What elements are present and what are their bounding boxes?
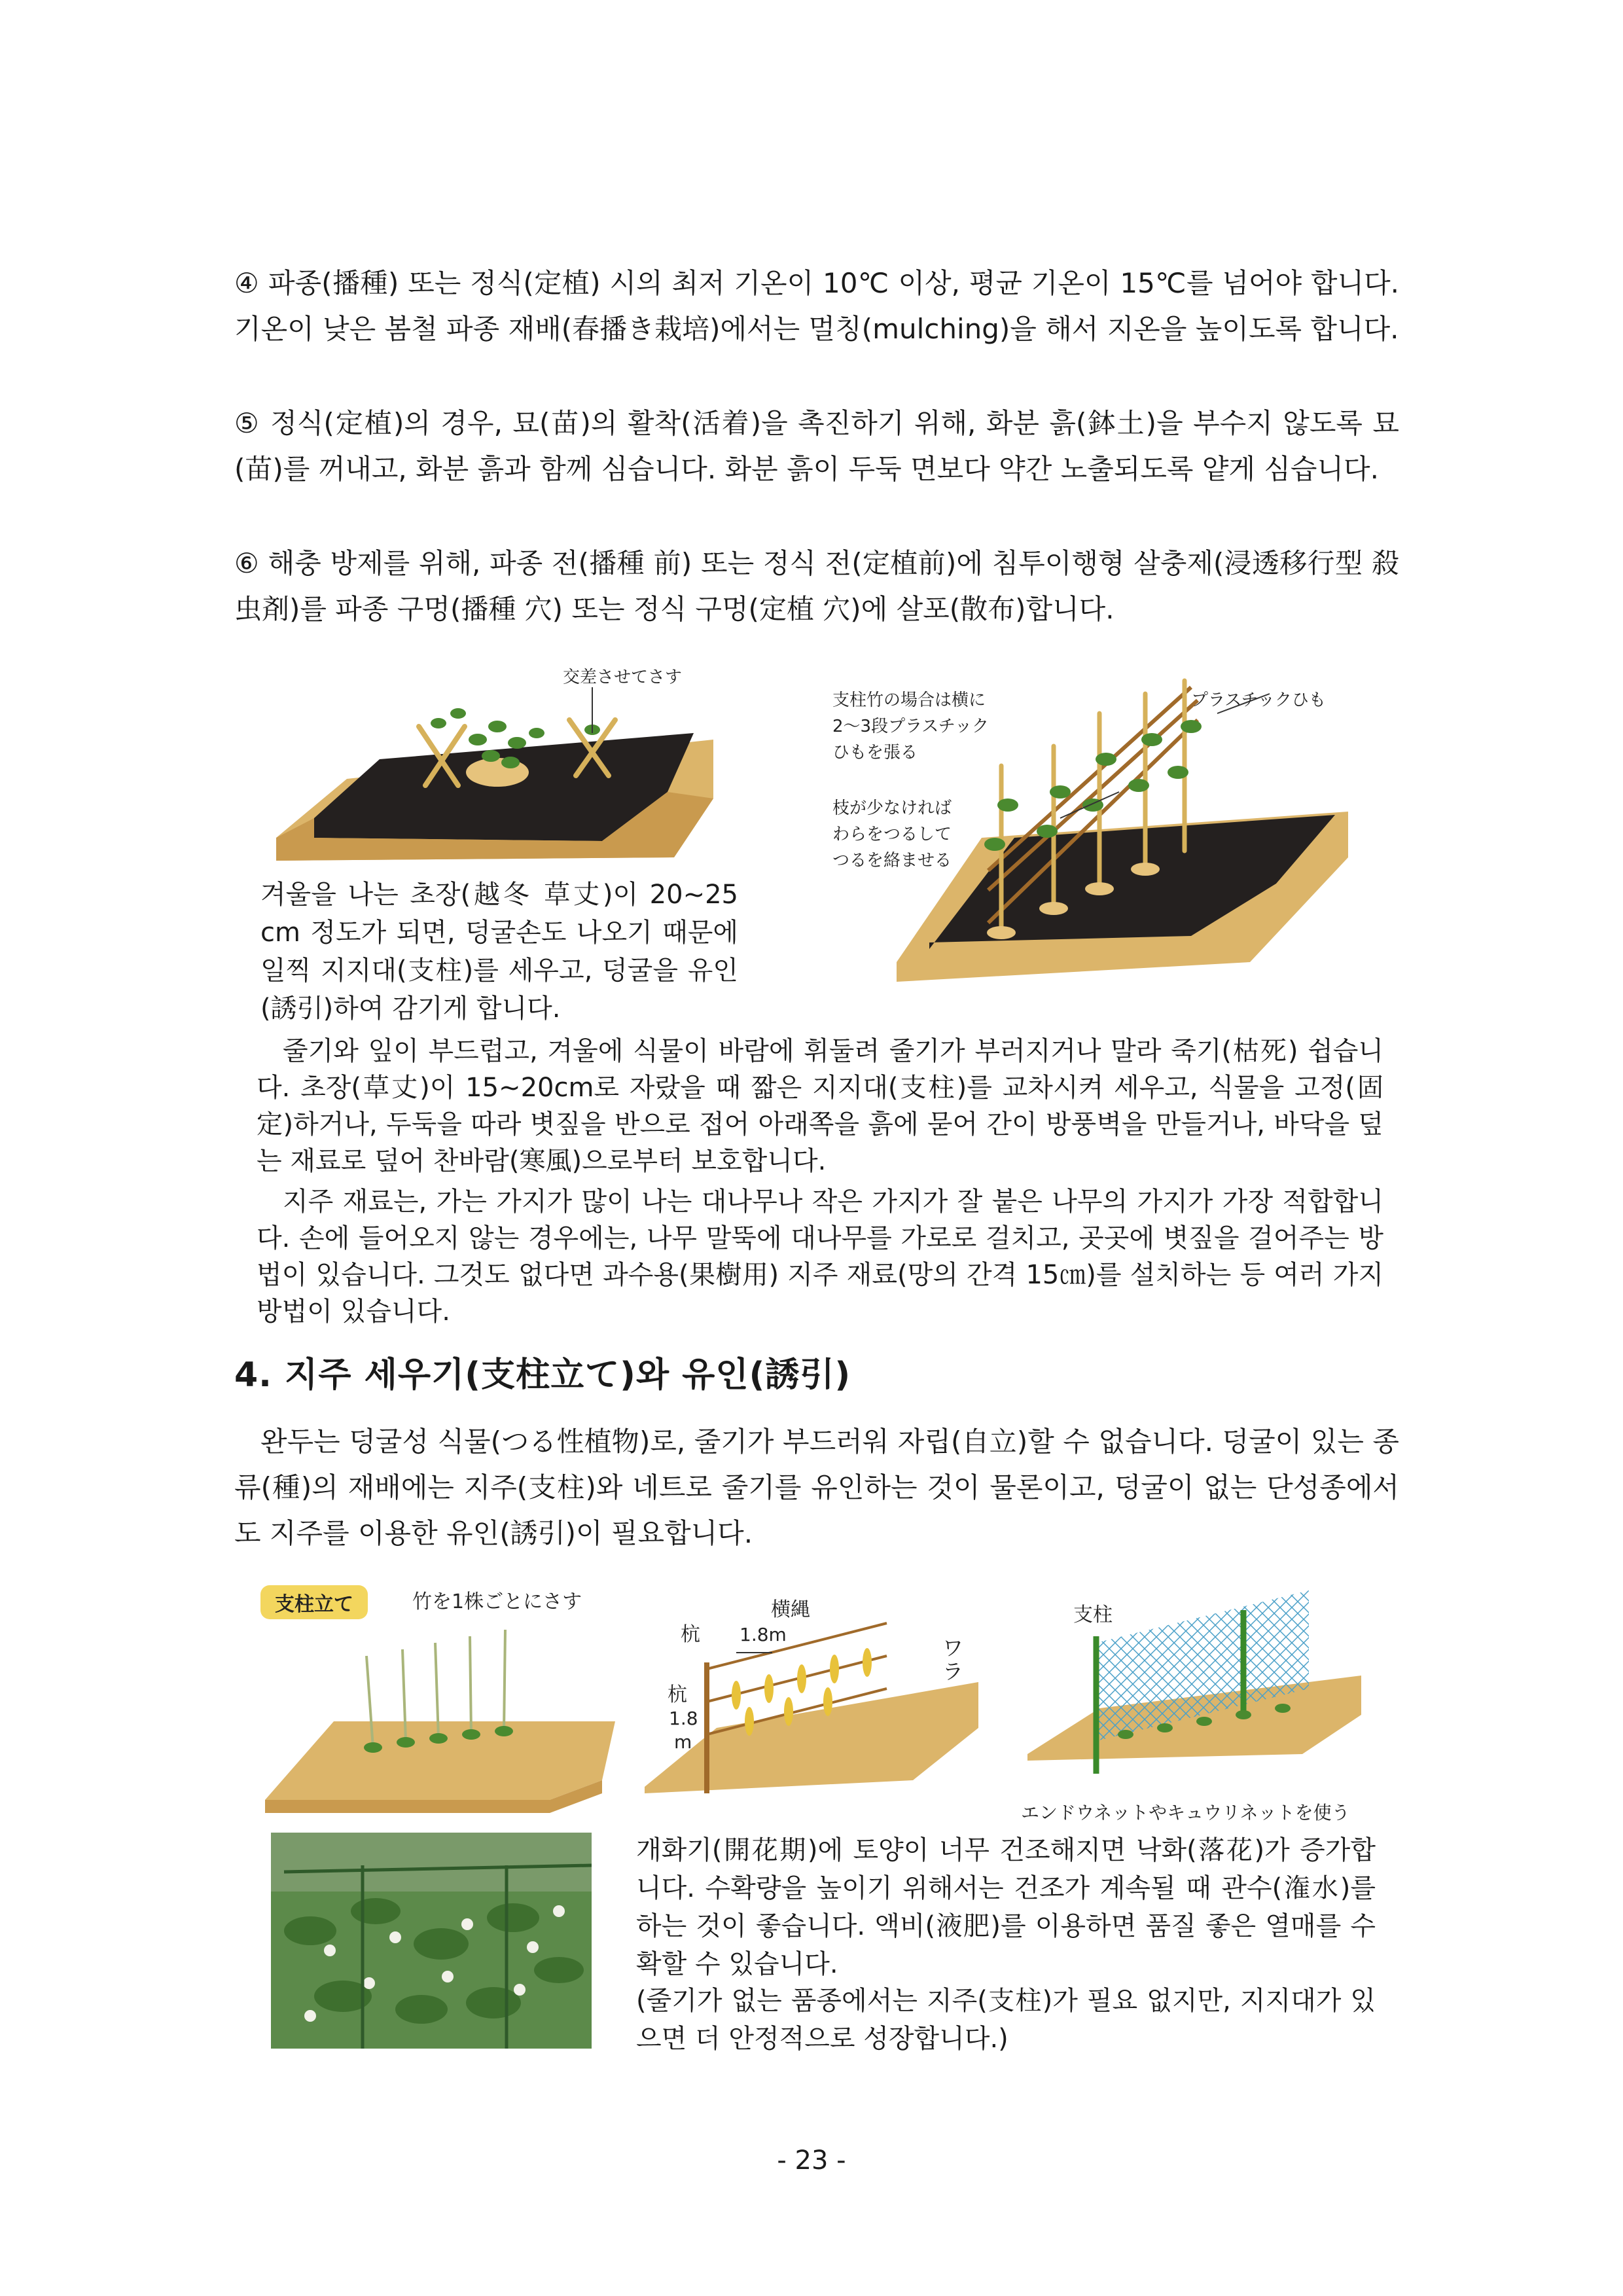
label-bamboo-line2: 2～3段プラスチック: [832, 717, 990, 736]
label-net-usage: エンドウネットやキュウリネットを使う: [1021, 1802, 1350, 1823]
label-few-branches-line3: つるを絡ませる: [832, 851, 952, 870]
paragraph-transplant: ⑤ 정식(定植)의 경우, 묘(苗)의 활착(活着)을 촉진하기 위해, 화분 흙(鉢土)을 부수지 않도록 묘(苗)를 꺼내고, 화분 흙과 함께 심습니다. 화분 흙이 두둑 면보다 약간 노출되도록 얕게 심습니다.: [234, 407, 1399, 485]
section-heading: 4. 지주 세우기(支柱立て)와 유인(誘引): [234, 1355, 851, 1395]
label-few-branches-line1: 枝が少なければ: [832, 798, 952, 818]
paragraph-support-materials: 지주 재료는, 가는 가지가 많이 나는 대나무나 작은 가지가 잘 붙은 나무의 가지가 가장 적합합니다. 손에 들어오지 않는 경우에는, 나무 말뚝에 대나무를 가로로 걸치고, 곳곳에 볏짚을 걸어주는 방법이 있습니다. 그것도 없다면 과수용(果樹用) 지주 재료(망의 간격 15㎝)를 설치하는 등 여러 가지 방법이 있습니다.: [257, 1187, 1383, 1327]
label-width: 1.8m: [740, 1624, 787, 1645]
label-cross: 交差させてさす: [563, 668, 683, 687]
label-straw: ワラ: [942, 1636, 964, 1684]
label-per-plant: 竹を1株ごとにさす: [412, 1590, 582, 1613]
pea-plants-photo: [271, 1833, 592, 2049]
caption-winter-height: 겨울을 나는 초장(越冬 草丈)이 20~25 cm 정도가 되면, 덩굴손도 나오기 때문에 일찍 지지대(支柱)를 세우고, 덩굴을 유인(誘引)하여 감기게 합니다.: [260, 880, 738, 1024]
paragraph-temperature: ④ 파종(播種) 또는 정식(定植) 시의 최저 기온이 10℃ 이상, 평균 기온이 15℃를 넘어야 합니다. 기온이 낮은 봄철 파종 재배(春播き栽培)에서는 멀칭(mulching)을 해서 지온을 높이도록 합니다.: [234, 267, 1399, 345]
label-bamboo-line1: 支柱竹の場合は横に: [832, 691, 986, 710]
paragraph-flowering-irrigation: 개화기(開花期)에 토양이 너무 건조해지면 낙화(落花)가 증가합니다. 수확량을 높이기 위해서는 건조가 계속될 때 관수(潅水)를 하는 것이 좋습니다. 액비(液肥)를 이용하면 품질 좋은 열매를 수확할 수 있습니다.: [636, 1835, 1376, 1979]
label-bamboo-line3: ひもを張る: [832, 743, 918, 762]
label-height-value: 1.8: [669, 1708, 698, 1729]
bamboo-per-plant-illustration: [262, 1617, 628, 1813]
page-number: - 23 -: [777, 2145, 846, 2176]
label-support-pole: 支柱: [1073, 1604, 1113, 1626]
paragraph-stem-protection: 줄기와 잎이 부드럽고, 겨울에 식물이 바람에 휘둘려 줄기가 부러지거나 말라 죽기(枯死) 쉽습니다. 초장(草丈)이 15~20cm로 자랐을 때 짧은 지지대(支柱)를 교차시켜 세우고, 식물을 고정(固定)하거나, 두둑을 따라 볏짚을 반으로 접어 아래쪽을 흙에 묻어 간이 방풍벽을 만들거나, 바닥을 덮는 재료로 덮어 찬바람(寒風)으로부터 보호합니다.: [257, 1036, 1383, 1176]
label-few-branches-line2: わらをつるして: [832, 825, 952, 844]
label-height-unit: m: [674, 1731, 692, 1753]
label-stake-vertical: 杭: [668, 1683, 687, 1706]
paragraph-section-intro: 완두는 덩굴성 식물(つる性植物)로, 줄기가 부드러워 자립(自立)할 수 없습니다. 덩굴이 있는 종류(種)의 재배에는 지주(支柱)와 네트로 줄기를 유인하는 것이 물론이고, 덩굴이 없는 단성종에서도 지주를 이용한 유인(誘引)이 필요합니다.: [234, 1426, 1399, 1549]
label-rope: 横縄: [771, 1598, 810, 1621]
label-stake: 杭: [681, 1623, 700, 1646]
paragraph-note: (줄기가 없는 품종에서는 지주(支柱)가 필요 없지만, 지지대가 있으면 더 안정적으로 성장합니다.): [636, 1986, 1376, 2054]
tag-support: 支柱立て: [260, 1585, 368, 1619]
mulch-bed-cross-stakes-illustration: [262, 661, 733, 877]
paragraph-pest-control: ⑥ 해충 방제를 위해, 파종 전(播種 前) 또는 정식 전(定植前)에 침투이행형 살충제(浸透移行型 殺虫剤)를 파종 구멍(播種 穴) 또는 정식 구멍(定植 穴)에 살포(散布)합니다.: [234, 547, 1399, 625]
label-plastic-string: プラスチックひも: [1191, 691, 1326, 710]
